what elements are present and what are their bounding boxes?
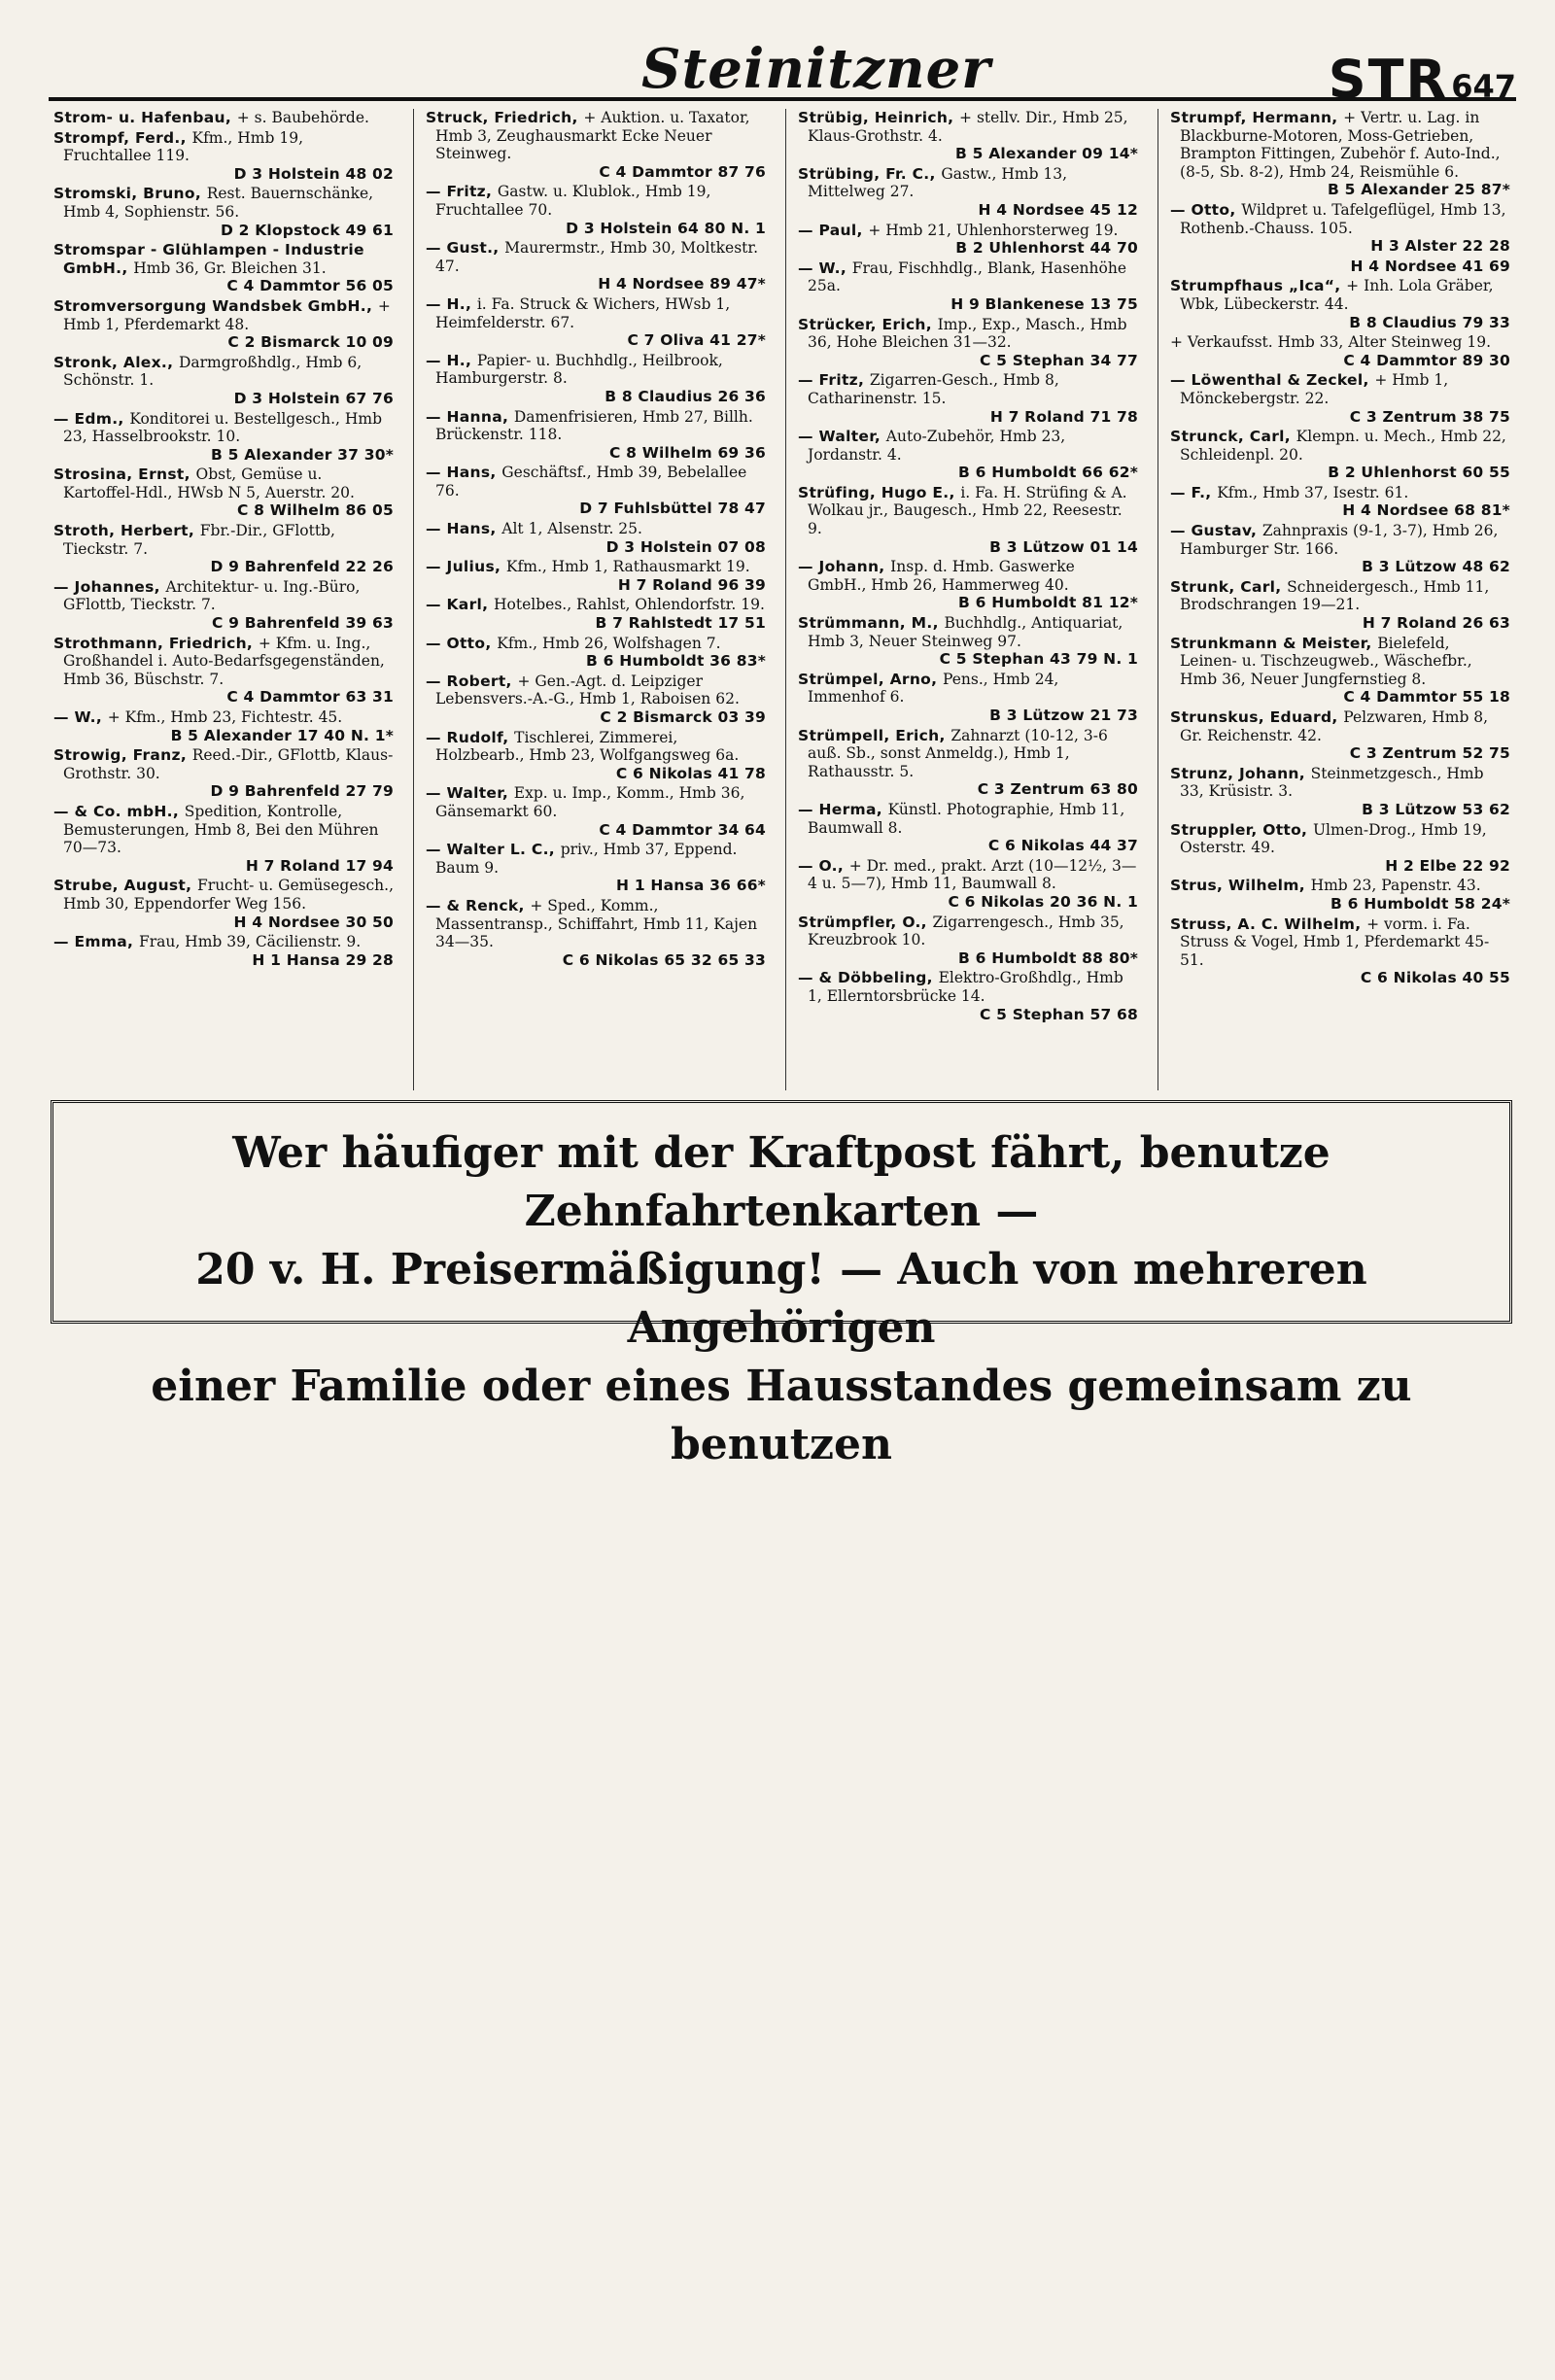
entry-phone: C 6 Nikolas 44 37 bbox=[987, 837, 1138, 855]
entry-detail: + Inh. Lola Gräber, Wbk, Lübeckerstr. 44. bbox=[1180, 277, 1494, 313]
entry-detail: Tischlerei, Zimmerei, Holzbearb., Hmb 23, Wolfgangsweg 6a. bbox=[435, 728, 740, 765]
directory-entry bbox=[426, 239, 766, 293]
entry-phone: B 8 Claudius 79 33 bbox=[1349, 313, 1510, 331]
entry-phone: C 5 Stephan 57 68 bbox=[980, 1005, 1138, 1023]
directory-entry bbox=[1170, 428, 1510, 482]
entry-name: Strübig, Heinrich, bbox=[798, 109, 960, 126]
entry-phone: C 4 Dammtor 56 05 bbox=[226, 277, 394, 295]
entry-name: — & Döbbeling, bbox=[798, 969, 939, 987]
entry-name: Struppler, Otto, bbox=[1170, 820, 1313, 839]
entry-detail: Wildpret u. Tafelgeflügel, Hmb 13, Rothenb.-Chauss. 105. bbox=[1180, 200, 1506, 237]
entry-name: Strücker, Erich, bbox=[798, 315, 938, 333]
entry-detail: Fbr.-Dir., GFlottb, Tieckstr. 7. bbox=[63, 522, 335, 558]
section-code: STR bbox=[1328, 49, 1448, 110]
directory-entry bbox=[426, 729, 766, 783]
entry-phone: H 4 Nordsee 89 47* bbox=[598, 275, 766, 293]
directory-entry bbox=[53, 297, 394, 352]
entry-phone: B 5 Alexander 25 87* bbox=[1328, 181, 1510, 199]
entry-detail: Konditorei u. Bestellgesch., Hmb 23, Hasselbrookstr. 10. bbox=[63, 409, 382, 446]
entry-phone: H 7 Roland 71 78 bbox=[989, 407, 1138, 426]
entry-name: — Gustav, bbox=[1170, 522, 1262, 540]
entry-name: — O., bbox=[798, 856, 849, 875]
entry-detail: + Auktion. u. Taxator, Hmb 3, Zeughausmarkt Ecke Neuer Steinweg. bbox=[435, 109, 750, 163]
entry-phone: C 6 Nikolas 20 36 N. 1 bbox=[948, 892, 1138, 911]
entry-detail: Klempn. u. Mech., Hmb 22, Schleidenpl. 20. bbox=[1180, 428, 1506, 464]
entry-phone: D 7 Fuhlsbüttel 78 47 bbox=[579, 500, 766, 518]
directory-entry bbox=[53, 129, 394, 184]
directory-entry bbox=[1170, 258, 1510, 276]
entry-detail: + stellv. Dir., Hmb 25, Klaus-Grothstr. 4. bbox=[808, 109, 1128, 145]
entry-phone: H 4 Nordsee 41 69 bbox=[1350, 257, 1510, 275]
directory-entry bbox=[53, 708, 394, 744]
entry-phone: B 3 Lützow 01 14 bbox=[989, 537, 1138, 556]
entry-detail: Zahnarzt (10-12, 3-6 auß. Sb., sonst Anmeldg.), Hmb 1, Rathausstr. 5. bbox=[808, 726, 1108, 780]
entry-name: Strowig, Franz, bbox=[53, 746, 192, 765]
running-title: Steinitzner bbox=[641, 37, 991, 101]
directory-entry bbox=[53, 933, 394, 969]
entry-phone: C 5 Stephan 43 79 N. 1 bbox=[939, 650, 1138, 669]
entry-name: Stromversorgung Wandsbek GmbH., bbox=[53, 296, 378, 315]
entry-detail: + Gen.-Agt. d. Leipziger Lebensvers.-A.-G., Hmb 1, Raboisen 62. bbox=[435, 672, 740, 708]
entry-phone: H 4 Nordsee 45 12 bbox=[978, 200, 1138, 219]
directory-entry bbox=[426, 897, 766, 969]
entry-detail: Ulmen-Drog., Hmb 19, Osterstr. 49. bbox=[1180, 820, 1487, 857]
entry-detail: + Sped., Komm., Massentransp., Schiffahrt, Hmb 11, Kajen 34—35. bbox=[435, 896, 758, 951]
entry-phone: B 6 Humboldt 66 62* bbox=[958, 464, 1138, 482]
entry-name: — Herma, bbox=[798, 800, 888, 818]
directory-column-3 bbox=[798, 109, 1138, 1090]
entry-phone: C 4 Dammtor 87 76 bbox=[599, 162, 766, 181]
directory-entry bbox=[53, 241, 394, 295]
entry-phone: B 6 Humboldt 81 12* bbox=[958, 594, 1138, 612]
entry-name: — Johann, bbox=[798, 558, 891, 576]
entry-name: Strümpel, Arno, bbox=[798, 670, 944, 688]
page-number: 647 bbox=[1451, 68, 1516, 105]
directory-entry bbox=[1170, 765, 1510, 819]
directory-entry bbox=[53, 877, 394, 931]
entry-phone: B 6 Humboldt 58 24* bbox=[1330, 894, 1510, 913]
entry-detail: Maurermstr., Hmb 30, Moltkestr. 47. bbox=[435, 239, 759, 275]
entry-phone: H 1 Hansa 29 28 bbox=[252, 950, 394, 969]
entry-name: — Hans, bbox=[426, 520, 502, 538]
entry-detail: Architektur- u. Ing.-Büro, GFlottb, Tieckstr. 7. bbox=[63, 577, 361, 614]
entry-name: Strosina, Ernst, bbox=[53, 466, 196, 484]
directory-entry bbox=[426, 352, 766, 406]
entry-detail: Darmgroßhdlg., Hmb 6, Schönstr. 1. bbox=[63, 353, 363, 390]
entry-phone: H 7 Roland 17 94 bbox=[245, 856, 394, 875]
directory-column-2 bbox=[426, 109, 766, 1090]
banner-line-3: einer Familie oder eines Hausstandes gemeinsam zu benutzen bbox=[151, 1362, 1412, 1469]
entry-phone: B 6 Humboldt 36 83* bbox=[586, 652, 766, 671]
entry-detail: Elektro-Großhdlg., Hmb 1, Ellerntorsbrücke 14. bbox=[808, 969, 1123, 1005]
entry-phone: C 4 Dammtor 34 64 bbox=[599, 820, 766, 839]
directory-entry bbox=[798, 801, 1138, 855]
directory-entry bbox=[426, 183, 766, 237]
entry-detail: Frucht- u. Gemüsegesch., Hmb 30, Eppendorfer Weg 156. bbox=[63, 877, 394, 913]
directory-entry bbox=[798, 165, 1138, 220]
entry-phone: B 5 Alexander 09 14* bbox=[955, 145, 1138, 163]
entry-detail: Rest. Bauernschänke, Hmb 4, Sophienstr. 56. bbox=[63, 185, 374, 221]
directory-entry bbox=[426, 295, 766, 350]
entry-phone: B 8 Claudius 26 36 bbox=[605, 387, 766, 405]
entry-detail: Frau, Fischhdlg., Blank, Hasenhöhe 25a. bbox=[808, 259, 1126, 295]
directory-entry bbox=[426, 109, 766, 181]
directory-entry bbox=[798, 857, 1138, 912]
directory-entry bbox=[426, 784, 766, 839]
entry-name: — Walter L. C., bbox=[426, 841, 561, 859]
entry-phone: B 5 Alexander 17 40 N. 1* bbox=[170, 726, 394, 744]
entry-phone: H 9 Blankenese 13 75 bbox=[950, 294, 1138, 313]
entry-name: — F., bbox=[1170, 483, 1218, 501]
directory-entry bbox=[426, 841, 766, 895]
entry-name: — Walter, bbox=[798, 428, 886, 446]
banner-line-2: 20 v. H. Preisermäßigung! — Auch von mehreren Angehörigen bbox=[195, 1245, 1367, 1353]
entry-name: — Emma, bbox=[53, 933, 139, 951]
entry-detail: + vorm. i. Fa. Struss & Vogel, Hmb 1, Pferdemarkt 45-51. bbox=[1180, 914, 1490, 969]
entry-phone: H 3 Alster 22 28 bbox=[1370, 237, 1510, 256]
entry-phone: B 2 Uhlenhorst 60 55 bbox=[1328, 464, 1510, 482]
directory-entry bbox=[426, 673, 766, 727]
entry-detail: + Hmb 1, Pferdemarkt 48. bbox=[63, 296, 391, 333]
directory-entry bbox=[798, 614, 1138, 669]
entry-phone: B 3 Lützow 48 62 bbox=[1362, 558, 1510, 576]
entry-name: — Edm., bbox=[53, 409, 130, 428]
entry-detail: + s. Baubehörde. bbox=[236, 109, 369, 126]
entry-detail: Insp. d. Hmb. Gaswerke GmbH., Hmb 26, Hammerweg 40. bbox=[808, 558, 1075, 594]
entry-name: — Löwenthal & Zeckel, bbox=[1170, 371, 1375, 390]
entry-phone: C 6 Nikolas 41 78 bbox=[615, 764, 766, 782]
entry-name: Strompf, Ferd., bbox=[53, 128, 192, 147]
directory-entry bbox=[426, 464, 766, 518]
entry-phone: C 6 Nikolas 40 55 bbox=[1360, 969, 1510, 987]
directory-entry bbox=[1170, 484, 1510, 520]
directory-entry bbox=[1170, 109, 1510, 199]
entry-name: — W., bbox=[53, 708, 108, 726]
entry-detail: Imp., Exp., Masch., Hmb 36, Hohe Bleichen 31—32. bbox=[808, 315, 1127, 352]
entry-phone: D 3 Holstein 48 02 bbox=[233, 164, 394, 183]
entry-name: — H., bbox=[426, 294, 477, 313]
entry-name: Strube, August, bbox=[53, 877, 198, 895]
entry-detail: Geschäftsf., Hmb 39, Bebelallee 76. bbox=[435, 464, 747, 500]
entry-name: Stronk, Alex., bbox=[53, 353, 179, 371]
entry-detail: Zahnpraxis (9-1, 3-7), Hmb 26, Hamburger Str. 166. bbox=[1180, 522, 1499, 558]
entry-phone: C 8 Wilhelm 69 36 bbox=[608, 443, 766, 462]
directory-entry bbox=[798, 727, 1138, 799]
entry-phone: H 4 Nordsee 30 50 bbox=[233, 913, 394, 931]
entry-phone: B 2 Uhlenhorst 44 70 bbox=[955, 239, 1138, 258]
entry-name: Stromski, Bruno, bbox=[53, 185, 207, 203]
directory-entry bbox=[798, 109, 1138, 163]
entry-phone: H 7 Roland 26 63 bbox=[1362, 614, 1510, 633]
entry-detail: Frau, Hmb 39, Cäcilienstr. 9. bbox=[138, 933, 362, 951]
directory-entry bbox=[1170, 877, 1510, 913]
entry-detail: Bielefeld, Leinen- u. Tischzeugweb., Wäschefbr., Hmb 36, Neuer Jungfernstieg 8. bbox=[1180, 634, 1472, 688]
page-header bbox=[39, 29, 1516, 117]
entry-name: — Fritz, bbox=[798, 371, 870, 390]
directory-entry bbox=[426, 520, 766, 556]
entry-name: — Julius, bbox=[426, 558, 506, 576]
entry-name: — W., bbox=[798, 259, 852, 277]
entry-phone: C 5 Stephan 34 77 bbox=[980, 351, 1138, 369]
directory-entry bbox=[798, 484, 1138, 556]
entry-detail: i. Fa. Struck & Wichers, HWsb 1, Heimfelderstr. 67. bbox=[435, 294, 731, 331]
entry-name: — Walter, bbox=[426, 784, 514, 803]
entry-detail: Reed.-Dir., GFlottb, Klaus-Grothstr. 30. bbox=[63, 746, 394, 782]
directory-entry bbox=[53, 803, 394, 875]
directory-entry bbox=[1170, 821, 1510, 876]
directory-entry bbox=[426, 596, 766, 632]
entry-detail: Hmb 36, Gr. Bleichen 31. bbox=[133, 259, 327, 277]
entry-detail: Kfm., Hmb 26, Wolfshagen 7. bbox=[497, 634, 721, 652]
directory-column-1 bbox=[53, 109, 394, 1090]
entry-phone: H 1 Hansa 36 66* bbox=[616, 877, 766, 895]
entry-detail: Hmb 23, Papenstr. 43. bbox=[1310, 877, 1481, 895]
directory-entry bbox=[1170, 635, 1510, 707]
entry-phone: D 3 Holstein 67 76 bbox=[233, 389, 394, 407]
entry-name: Struck, Friedrich, bbox=[426, 109, 584, 126]
entry-detail: Kfm., Hmb 19, Fruchtallee 119. bbox=[63, 128, 303, 165]
entry-phone: B 7 Rahlstedt 17 51 bbox=[595, 614, 766, 633]
entry-detail: i. Fa. H. Strüfing & A. Wolkau jr., Baugesch., Hmb 22, Reesestr. 9. bbox=[808, 483, 1127, 538]
entry-phone: C 3 Zentrum 38 75 bbox=[1349, 407, 1510, 426]
entry-name: Strunk, Carl, bbox=[1170, 577, 1288, 596]
entry-name: — Gust., bbox=[426, 239, 505, 258]
entry-phone: C 4 Dammtor 63 31 bbox=[226, 688, 394, 707]
header-rule bbox=[49, 97, 1516, 101]
entry-detail: + Kfm. u. Ing., Großhandel i. Auto-Bedarfsgegenständen, Hmb 36, Büschstr. 7. bbox=[63, 634, 385, 688]
entry-name: Strunkmann & Meister, bbox=[1170, 634, 1378, 652]
entry-detail: Auto-Zubehör, Hmb 23, Jordanstr. 4. bbox=[808, 428, 1066, 464]
entry-name: Strom- u. Hafenbau, bbox=[53, 109, 237, 126]
entry-detail: + Dr. med., prakt. Arzt (10—12½, 3—4 u. 5—7), Hmb 11, Baumwall 8. bbox=[808, 856, 1137, 893]
directory-entry bbox=[1170, 371, 1510, 426]
entry-detail: Pens., Hmb 24, Immenhof 6. bbox=[808, 670, 1059, 707]
directory-entry bbox=[1170, 277, 1510, 331]
entry-phone: D 9 Bahrenfeld 22 26 bbox=[210, 558, 394, 576]
entry-detail: Buchhdlg., Antiquariat, Hmb 3, Neuer Steinweg 97. bbox=[808, 614, 1123, 650]
entry-detail: Alt 1, Alsenstr. 25. bbox=[501, 520, 642, 538]
directory-entry bbox=[798, 914, 1138, 968]
entry-phone: H 7 Roland 96 39 bbox=[617, 575, 766, 594]
entry-detail: Kfm., Hmb 37, Isestr. 61. bbox=[1217, 483, 1409, 501]
entry-name: Strus, Wilhelm, bbox=[1170, 877, 1311, 895]
entry-name: Stromspar - Glühlampen - Industrie GmbH., bbox=[53, 241, 364, 277]
entry-phone: C 6 Nikolas 65 32 65 33 bbox=[562, 950, 766, 969]
entry-detail: Damenfrisieren, Hmb 27, Billh. Brückenstr. 118. bbox=[435, 407, 753, 444]
entry-detail: + Verkaufsst. Hmb 33, Alter Steinweg 19. bbox=[1170, 333, 1492, 352]
entry-name: Strumpf, Hermann, bbox=[1170, 109, 1344, 126]
entry-detail: Künstl. Photographie, Hmb 11, Baumwall 8. bbox=[808, 800, 1125, 837]
entry-detail: Gastw. u. Klublok., Hmb 19, Fruchtallee 70. bbox=[435, 183, 711, 219]
entry-name: — Hanna, bbox=[426, 407, 514, 426]
entry-detail: + Vertr. u. Lag. in Blackburne-Motoren, Moss-Getrieben, Brampton Fittingen, Zubehör f. Auto-Ind., (8-5, Sb. 8-2), Hmb 24, Reismühle 6. bbox=[1180, 109, 1501, 181]
entry-detail: Schneidergesch., Hmb 11, Brodschrangen 19—21. bbox=[1180, 577, 1490, 614]
entry-name: Strunskus, Eduard, bbox=[1170, 708, 1344, 726]
entry-name: Strunz, Johann, bbox=[1170, 764, 1311, 782]
entry-phone: C 4 Dammtor 55 18 bbox=[1343, 688, 1510, 707]
entry-phone: H 2 Elbe 22 92 bbox=[1385, 856, 1510, 875]
directory-entry bbox=[798, 428, 1138, 482]
entry-phone: C 3 Zentrum 52 75 bbox=[1349, 744, 1510, 763]
entry-phone: C 3 Zentrum 63 80 bbox=[977, 780, 1138, 799]
advertisement-banner bbox=[51, 1100, 1512, 1469]
directory-entry bbox=[798, 558, 1138, 612]
entry-detail: Gastw., Hmb 13, Mittelweg 27. bbox=[808, 164, 1068, 201]
entry-name: — Rudolf, bbox=[426, 728, 515, 746]
entry-name: Strümpell, Erich, bbox=[798, 726, 951, 744]
entry-detail: + Hmb 1, Mönckebergstr. 22. bbox=[1180, 371, 1449, 407]
entry-phone: B 6 Humboldt 88 80* bbox=[958, 949, 1138, 967]
entry-name: Strümpfler, O., bbox=[798, 913, 933, 931]
directory-entry bbox=[53, 109, 394, 127]
directory-entry bbox=[1170, 708, 1510, 763]
directory-entry bbox=[426, 558, 766, 594]
entry-name: Strüfing, Hugo E., bbox=[798, 483, 961, 501]
directory-entry bbox=[1170, 522, 1510, 576]
directory-entry bbox=[53, 354, 394, 408]
directory-entry bbox=[798, 259, 1138, 314]
entry-detail: Obst, Gemüse u. Kartoffel-Hdl., HWsb N 5, Auerstr. 20. bbox=[63, 466, 355, 501]
directory-entry bbox=[53, 185, 394, 239]
banner-line-1: Wer häufiger mit der Kraftpost fährt, benutze Zehnfahrtenkarten — bbox=[232, 1128, 1330, 1236]
directory-entry bbox=[53, 635, 394, 707]
entry-name: Strümmann, M., bbox=[798, 614, 945, 633]
entry-name: Strunck, Carl, bbox=[1170, 428, 1296, 446]
entry-phone: C 4 Dammtor 89 30 bbox=[1343, 351, 1510, 369]
entry-name: — Karl, bbox=[426, 596, 495, 614]
entry-detail: + Kfm., Hmb 23, Fichtestr. 45. bbox=[107, 708, 343, 726]
directory-entry bbox=[426, 635, 766, 671]
directory-entry bbox=[1170, 915, 1510, 987]
entry-phone: C 2 Bismarck 03 39 bbox=[600, 708, 766, 726]
directory-column-4 bbox=[1170, 109, 1510, 1090]
directory-entry bbox=[798, 316, 1138, 370]
entry-phone: C 9 Bahrenfeld 39 63 bbox=[211, 614, 394, 633]
entry-detail: Zigarren-Gesch., Hmb 8, Catharinenstr. 15. bbox=[808, 371, 1059, 407]
entry-detail: Papier- u. Buchhdlg., Heilbrook, Hamburgerstr. 8. bbox=[435, 351, 723, 388]
entry-phone: D 3 Holstein 07 08 bbox=[605, 537, 766, 556]
directory-entry bbox=[53, 466, 394, 520]
entry-detail: priv., Hmb 37, Eppend. Baum 9. bbox=[435, 841, 738, 877]
entry-phone: D 2 Klopstock 49 61 bbox=[220, 221, 394, 239]
entry-name: — & Renck, bbox=[426, 896, 531, 914]
entry-detail: Kfm., Hmb 1, Rathausmarkt 19. bbox=[505, 558, 750, 576]
directory-entry bbox=[798, 671, 1138, 725]
entry-name: — Hans, bbox=[426, 464, 502, 482]
entry-name: Strübing, Fr. C., bbox=[798, 164, 942, 183]
directory-entry bbox=[53, 522, 394, 576]
directory-entry bbox=[798, 969, 1138, 1023]
directory-columns bbox=[53, 109, 1511, 1090]
directory-entry bbox=[426, 408, 766, 463]
entry-phone: C 2 Bismarck 10 09 bbox=[227, 333, 394, 352]
directory-entry bbox=[53, 578, 394, 633]
entry-name: Stroth, Herbert, bbox=[53, 522, 200, 540]
directory-entry bbox=[798, 371, 1138, 426]
entry-phone: H 4 Nordsee 68 81* bbox=[1342, 501, 1510, 520]
entry-name: — Johannes, bbox=[53, 577, 166, 596]
entry-name: — Fritz, bbox=[426, 183, 498, 201]
entry-phone: B 3 Lützow 53 62 bbox=[1362, 800, 1510, 818]
entry-name: Strothmann, Friedrich, bbox=[53, 634, 259, 652]
entry-phone: D 9 Bahrenfeld 27 79 bbox=[210, 782, 394, 801]
entry-detail: Spedition, Kontrolle, Bemusterungen, Hmb 8, Bei den Mühren 70—73. bbox=[63, 802, 379, 857]
entry-name: — Paul, bbox=[798, 221, 869, 239]
directory-entry bbox=[53, 746, 394, 801]
entry-phone: B 5 Alexander 37 30* bbox=[211, 445, 394, 464]
entry-phone: C 8 Wilhelm 86 05 bbox=[236, 501, 394, 520]
entry-detail: Steinmetzgesch., Hmb 33, Krüsistr. 3. bbox=[1180, 764, 1484, 801]
entry-phone: B 3 Lützow 21 73 bbox=[989, 707, 1138, 724]
directory-entry bbox=[1170, 333, 1510, 369]
entry-detail: Exp. u. Imp., Komm., Hmb 36, Gänsemarkt 60. bbox=[435, 784, 745, 820]
entry-name: — & Co. mbH., bbox=[53, 802, 185, 820]
entry-detail: Hotelbes., Rahlst, Ohlendorfstr. 19. bbox=[494, 596, 765, 614]
entry-detail: Pelzwaren, Hmb 8, Gr. Reichenstr. 42. bbox=[1180, 708, 1489, 744]
entry-name: — Robert, bbox=[426, 672, 518, 690]
directory-entry bbox=[1170, 578, 1510, 633]
entry-name: — Otto, bbox=[1170, 200, 1242, 219]
directory-entry bbox=[798, 222, 1138, 258]
entry-phone: C 7 Oliva 41 27* bbox=[627, 331, 766, 350]
entry-phone: D 3 Holstein 64 80 N. 1 bbox=[566, 219, 766, 237]
directory-entry bbox=[53, 410, 394, 465]
entry-detail: + Hmb 21, Uhlenhorsterweg 19. bbox=[868, 221, 1119, 239]
entry-name: Struss, A. C. Wilhelm, bbox=[1170, 914, 1367, 933]
entry-name: Strumpfhaus „Ica“, bbox=[1170, 277, 1347, 295]
entry-name: — H., bbox=[426, 351, 477, 369]
entry-detail: Zigarrengesch., Hmb 35, Kreuzbrook 10. bbox=[808, 913, 1124, 949]
entry-name: — Otto, bbox=[426, 634, 498, 652]
directory-entry bbox=[1170, 201, 1510, 256]
